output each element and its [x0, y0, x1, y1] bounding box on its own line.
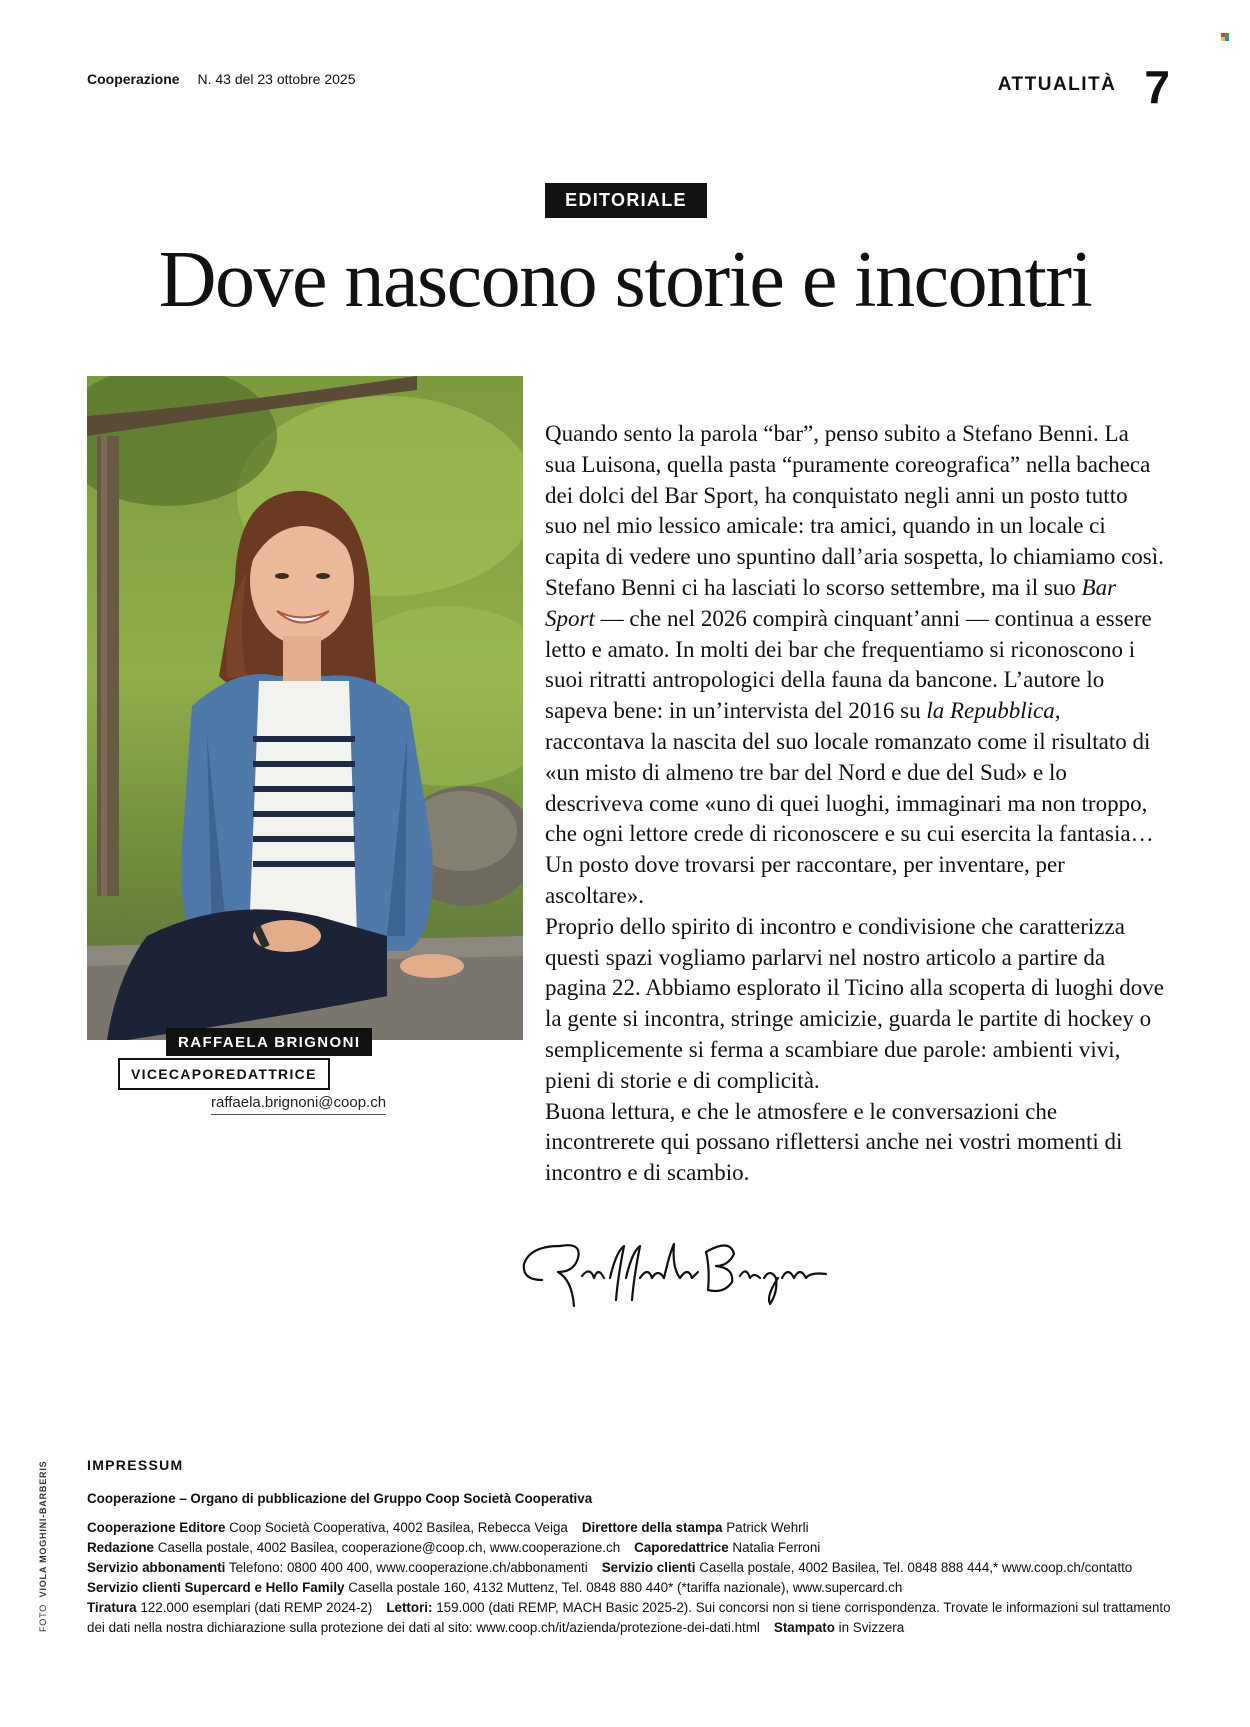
redazione-label: Redazione: [87, 1540, 154, 1555]
impressum-row-tiratura: [87, 1598, 1187, 1618]
supercard-value: Casella postale 160, 4132 Muttenz, Tel. 0848 880 440* (*tariffa nazionale), www.supercard.ch: [348, 1580, 903, 1595]
impressum-organization: Cooperazione – Organo di pubblicazione del Gruppo Coop Società Cooperativa: [87, 1491, 593, 1506]
caporedattrice-label: Caporedattrice: [634, 1540, 729, 1555]
privacy-value: dei dati nella nostra dichiarazione sulla protezione dei dati al sito: www.coop.ch/it/azienda/protezione-dei-dati.html: [87, 1620, 760, 1635]
tiratura-label: Tiratura: [87, 1600, 137, 1615]
newspaper-title: la Repubblica,: [926, 698, 1061, 724]
paragraph-1: Quando sento la parola “bar”, penso subito a Stefano Benni. La sua Luisona, quella pasta “puramente coreografica” nella bacheca dei dolci del Bar Sport, ha conquistato negli anni un posto tutto suo nel mio lessico amicale: tra amici, quando in un locale ci capita di vedere uno spuntino dall’aria sospetta, lo chiamiamo così.: [545, 421, 1164, 570]
abbonamenti-value: Telefono: 0800 400 400, www.cooperazione.ch/abbonamenti: [228, 1560, 588, 1575]
author-email-link[interactable]: raffaela.brignoni@coop.ch: [211, 1094, 386, 1115]
clienti-label: Servizio clienti: [601, 1560, 696, 1575]
issue-info: N. 43 del 23 ottobre 2025: [197, 71, 356, 87]
abbonamenti-label: Servizio abbonamenti: [87, 1560, 226, 1575]
photo-credit-name: VIOLA MOGHINI-BARBERIS: [38, 1460, 48, 1598]
stampato-label: Stampato: [773, 1620, 835, 1635]
paragraph-2-text-b: — che nel 2026 compirà cinquant’anni — continua a essere letto e amato. In molti dei bar che frequentiamo si riconoscono i suoi ritratti antropologici della fauna da bancone. L’autore lo sapeva bene: in un’intervista del 2016 su: [545, 605, 1152, 724]
direttore-value: Patrick Wehrli: [726, 1520, 809, 1535]
impressum-row-privacy: [87, 1618, 1187, 1638]
photo-credit-label: FOTO: [38, 1603, 48, 1632]
paragraph-3: Proprio dello spirito di incontro e condivisione che caratterizza questi spazi vogliamo parlarvi nel nostro articolo a partire da pagina 22. Abbiamo esplorato il Ticino alla scoperta di luoghi dove la gente si incontra, stringe amicizie, guarda le partite di hockey o semplicemente si ferma a scambiare due parole: ambienti vivi, pieni di storie e di complicità.: [545, 913, 1164, 1093]
headline: Dove nascono storie e incontri: [158, 236, 1092, 324]
book-title: Bar Sport: [545, 574, 1117, 631]
lettori-value: 159.000 (dati REMP, MACH Basic 2025-2). Sui concorsi non si tiene corrispondenza. Trovate le informazioni sul trattamento: [436, 1600, 1171, 1615]
section-name: ATTUALITÀ: [997, 74, 1117, 95]
tiratura-value: 122.000 esemplari (dati REMP 2024-2): [140, 1600, 373, 1615]
kicker-label: EDITORIALE: [545, 183, 707, 218]
stampato-value: in Svizzera: [838, 1620, 905, 1635]
paragraph-2: [545, 573, 1165, 912]
impressum: [87, 1455, 1187, 1638]
page-number: 7: [1144, 61, 1170, 113]
masthead: [87, 71, 355, 87]
impressum-row-abbonamenti: [87, 1558, 1187, 1578]
impressum-row-redazione: [87, 1538, 1187, 1558]
direttore-label: Direttore della stampa: [581, 1520, 723, 1535]
clienti-value: Casella postale, 4002 Basilea, Tel. 0848 888 444,* www.coop.ch/contatto: [699, 1560, 1133, 1575]
paragraph-2-text-a: Stefano Benni ci ha lasciati lo scorso settembre, ma il suo: [545, 574, 1082, 600]
impressum-row-editore: [87, 1518, 1187, 1538]
paragraph-4: Buona lettura, e che le atmosfere e le conversazioni che incontrerete qui possano riflettersi anche nei vostri momenti di incontro e di scambio.: [545, 1098, 1123, 1186]
editore-value: Coop Società Cooperativa, 4002 Basilea, Rebecca Veiga: [229, 1520, 568, 1535]
caporedattrice-value: Natalia Ferroni: [732, 1540, 821, 1555]
color-registration-mark: [1221, 33, 1230, 42]
redazione-value: Casella postale, 4002 Basilea, cooperazione@coop.ch, www.cooperazione.ch: [157, 1540, 621, 1555]
supercard-label: Servizio clienti Supercard e Hello Family: [87, 1580, 345, 1595]
author-photo: [87, 376, 523, 1040]
impressum-row-supercard: [87, 1578, 1187, 1598]
section-header: [997, 61, 1170, 113]
publication-name: Cooperazione: [87, 71, 180, 87]
author-role-tag: VICECAPOREDATTRICE: [118, 1058, 330, 1090]
lettori-label: Lettori:: [386, 1600, 433, 1615]
author-name-tag: RAFFAELA BRIGNONI: [166, 1028, 372, 1056]
article-body: [545, 419, 1165, 1189]
editore-label: Cooperazione Editore: [87, 1520, 226, 1535]
paragraph-2-text-c: raccontava la nascita del suo locale romanzato come il risultato di «un misto di almeno tre bar del Nord e due del Sud» e lo descriveva come «uno di quei luoghi, immaginari ma non troppo, che ogni lettore crede di riconoscere e su cui esercita la fantasia… Un posto dove trovarsi per raccontare, per inventare, per ascoltare».: [545, 728, 1154, 908]
author-signature: [520, 1232, 830, 1317]
photo-credit: [38, 1461, 48, 1632]
impressum-title: IMPRESSUM: [87, 1457, 184, 1473]
